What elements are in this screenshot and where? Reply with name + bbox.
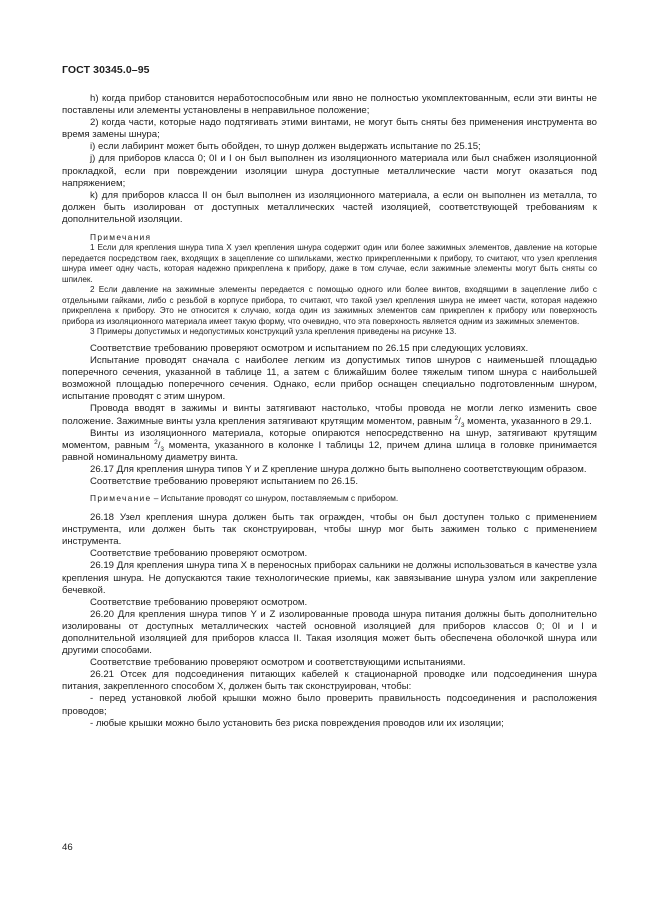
paragraph-k: k) для приборов класса II он был выполнен из изоляционного материала, а если он выполнен из металла, то должен быть изолирован от доступных металлических частей изоляцией, соответствующей требованиям к дополнительной изоляции. [62, 189, 597, 225]
note-2: 2 Если давление на зажимные элементы передается с помощью одного или более винтов, входящими в зацепление либо с отдельными гайками, либо с резьбой в корпусе прибора, то считают, что такой узел крепления шнура не имеет части, которая надежно прикреплена к прибору. Это не относится к случаю, когда один из зажимных элементов сам прикреплен к прибору или поверхность прибора из изоляционного материала имеет такую форму, что очевидно, что эта поверхность является одним из зажимных элементов. [62, 285, 597, 326]
paragraph-26-19: 26.19 Для крепления шнура типа X в переносных приборах сальники не должны использоваться в качестве узла крепления шнура. Не допускаются такие технологические приемы, как завязывание шнура узлом или закрепление бечевкой. [62, 560, 597, 596]
list-item-check-connection: - перед установкой любой крышки можно было проверить правильность подсоединения и расположения проводов; [62, 693, 597, 717]
fraction-slash: / [458, 415, 461, 427]
torque-clamp-text-2: момента, указанного в 29.1. [464, 415, 592, 427]
list-item-covers: - любые крышки можно было установить без риска повреждения проводов или их изоляции; [90, 717, 504, 729]
test-conditions-block [62, 343, 597, 488]
paragraph-test-order: Испытание проводят сначала с наиболее легким из допустимых типов шнуров с наименьшей площадью поперечного сечения, указанной в таблице 11, а затем с ближайшим более тяжелым типом шнура с наибольшей возможной площадью поперечного сечения. Однако, если прибор оснащен специально подготовленным шнуром, испытание проводят с этим шнуром. [62, 355, 597, 403]
page-number: 46 [62, 842, 73, 853]
fraction-slash: / [157, 439, 161, 451]
fraction-numerator: 2 [154, 438, 158, 446]
paragraph-26-17: 26.17 Для крепления шнура типов Y и Z крепление шнура должно быть выполнено соответствующим образом. [90, 463, 587, 475]
paragraph-26-17-compliance: Соответствие требованию проверяют испытанием по 26.15. [90, 475, 359, 487]
page-body [62, 93, 597, 730]
paragraph-26-18: 26.18 Узел крепления шнура должен быть так огражден, чтобы он был доступен только с применением инструмента, или должен быть так сконструирован, чтобы шнур мог быть зажимен только с применением инструмента. [62, 512, 597, 548]
paragraph-j: j) для приборов класса 0; 0I и I он был выполнен из изоляционного материала или был снабжен изоляционной прокладкой, если при повреждении изоляции шнура доступные металлические части могут оказаться под напряжением; [62, 153, 597, 189]
torque-insulating-text-1: Винты из изоляционного материала, которые опираются непосредственно на шнур, затягивают крутящим моментом, равным [62, 427, 597, 451]
fraction-denominator: 3 [160, 445, 165, 453]
paragraph-2: 2) когда части, которые надо подтягивать этими винтами, не могут быть сняты без применения инструмента во время замены шнура; [62, 117, 597, 141]
note-1: 1 Если для крепления шнура типа X узел крепления шнура содержит один или более зажимных элементов, давление на которые передается посредством гаек, входящих в зацепление со шпильками, жестко прикрепленными к прибору, то считают, что узел крепления шнура имеет одну часть, которая надежно прикреплена к прибору, даже в том случае, если зажимные элементы могут быть сняты со шпилек. [62, 243, 597, 284]
notes-title: Примечания [90, 232, 152, 243]
notes-block [62, 232, 597, 338]
paragraph-i: i) если лабиринт может быть обойден, то шнур должен выдержать испытание по 25.15; [90, 141, 481, 153]
paragraph-compliance-26-15: Соответствие требованию проверяют осмотром и испытанием по 26.15 при следующих условиях. [90, 342, 529, 354]
paragraph-26-20: 26.20 Для крепления шнура типов Y и Z изолированные провода шнура питания должны быть дополнительно изолированы от доступных металлических частей основной изоляцией для приборов классов 0; 0I и I и дополнительной изоляцией для приборов класса II. Такая изоляция может быть обеспечена оболочкой шнура или другими способами. [62, 608, 597, 657]
torque-insulating-text-2: момента, указанного в колонке I таблицы 12, причем длина шлица в головке принимается равной номинальному диаметру винта. [62, 439, 598, 463]
fraction-denominator: 3 [460, 421, 465, 429]
note-3: 3 Примеры допустимых и недопустимых конструкций узла крепления приведены на рисунке 13. [90, 327, 457, 337]
paragraph-h: h) когда прибор становится неработоспособным или явно не полностью укомплектованным, если эти винты не поставлены или элементы установлены в неправильное положение; [62, 93, 597, 117]
paragraph-26-21: 26.21 Отсек для подсоединения питающих кабелей к стационарной проводке или подсоединения шнура питания, закрепленного способом X, должен быть так сконструирован, чтобы: [62, 669, 597, 693]
torque-clamp-text-1: Провода вводят в зажимы и винты затягивают настолько, чтобы провода не могли легко изменить свое положение. Зажимные винты узла крепления затягивают крутящим моментом, равным [62, 403, 597, 427]
inline-note-text: – Испытание проводят со шнуром, поставляемым с прибором. [151, 493, 399, 504]
paragraph-26-18-compliance: Соответствие требованию проверяют осмотром. [90, 548, 308, 560]
inline-note [62, 493, 597, 504]
paragraph-torque-insulating [62, 428, 597, 464]
paragraph-26-19-compliance: Соответствие требованию проверяют осмотром. [90, 596, 308, 608]
inline-note-line [62, 493, 597, 504]
paragraph-26-20-compliance: Соответствие требованию проверяют осмотром и соответствующими испытаниями. [90, 657, 466, 669]
document-header: ГОСТ 30345.0–95 [62, 64, 150, 76]
fraction-numerator: 2 [454, 414, 459, 422]
paragraph-torque-clamp [62, 403, 597, 427]
inline-note-label: Примечание [90, 493, 152, 504]
